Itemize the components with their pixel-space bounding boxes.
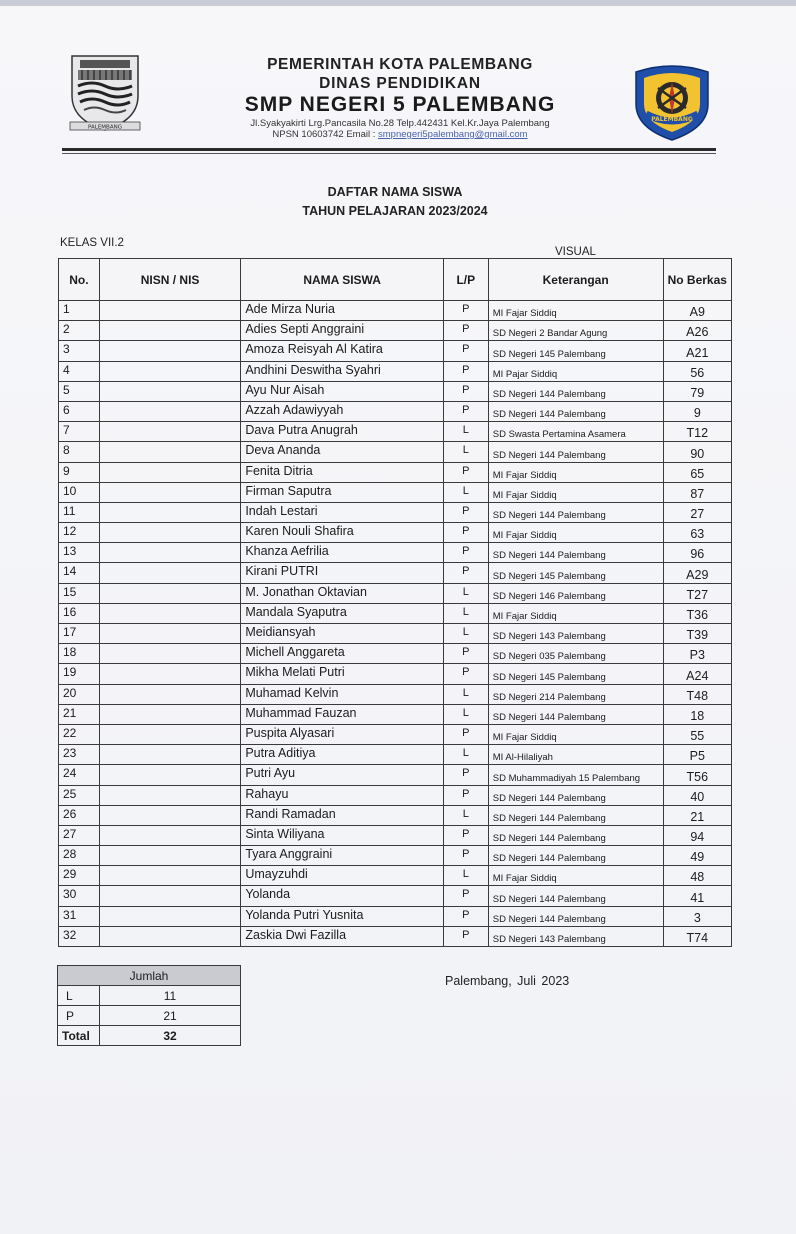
cell-berkas: 87 bbox=[663, 482, 731, 502]
cell-no: 30 bbox=[59, 886, 100, 906]
cell-nama: Amoza Reisyah Al Katira bbox=[241, 341, 444, 361]
cell-lp: P bbox=[443, 846, 488, 866]
title-line-2: TAHUN PELAJARAN 2023/2024 bbox=[302, 204, 488, 218]
cell-berkas: T56 bbox=[663, 765, 731, 785]
header-keterangan: Keterangan bbox=[488, 259, 663, 301]
cell-nisn bbox=[99, 846, 240, 866]
cell-lp: L bbox=[443, 482, 488, 502]
cell-no: 9 bbox=[59, 462, 100, 482]
cell-keterangan: SD Negeri 035 Palembang bbox=[488, 644, 663, 664]
cell-nisn bbox=[99, 583, 240, 603]
cell-no: 31 bbox=[59, 906, 100, 926]
government-name: PEMERINTAH KOTA PALEMBANG bbox=[267, 56, 533, 73]
cell-nisn bbox=[99, 825, 240, 845]
cell-keterangan: SD Negeri 144 Palembang bbox=[488, 704, 663, 724]
cell-berkas: 94 bbox=[663, 825, 731, 845]
class-label: KELAS VII.2 bbox=[60, 237, 124, 249]
cell-nisn bbox=[99, 684, 240, 704]
table-row bbox=[59, 502, 732, 522]
cell-berkas: 27 bbox=[663, 502, 731, 522]
cell-nama: Indah Lestari bbox=[241, 502, 444, 522]
header-no: No. bbox=[59, 259, 100, 301]
cell-nama: Adies Septi Anggraini bbox=[241, 321, 444, 341]
cell-keterangan: MI Fajar Siddiq bbox=[488, 523, 663, 543]
cell-no: 19 bbox=[59, 664, 100, 684]
table-row bbox=[59, 442, 732, 462]
cell-nisn bbox=[99, 906, 240, 926]
visual-label: VISUAL bbox=[555, 246, 596, 258]
cell-keterangan: MI Pajar Siddiq bbox=[488, 361, 663, 381]
cell-lp: P bbox=[443, 926, 488, 946]
cell-lp: L bbox=[443, 866, 488, 886]
letterhead bbox=[190, 56, 610, 140]
school-email-link[interactable]: smpnegeri5palembang@gmail.com bbox=[378, 129, 528, 140]
cell-lp: P bbox=[443, 886, 488, 906]
cell-berkas: 18 bbox=[663, 704, 731, 724]
cell-lp: L bbox=[443, 603, 488, 623]
cell-keterangan: SD Negeri 144 Palembang bbox=[488, 381, 663, 401]
cell-lp: P bbox=[443, 765, 488, 785]
cell-lp: P bbox=[443, 502, 488, 522]
cell-nama: Rahayu bbox=[241, 785, 444, 805]
cell-keterangan: SD Negeri 144 Palembang bbox=[488, 401, 663, 421]
npsn-text: NPSN 10603742 Email : bbox=[272, 129, 379, 140]
table-row bbox=[59, 906, 732, 926]
cell-nisn bbox=[99, 765, 240, 785]
cell-nisn bbox=[99, 785, 240, 805]
cell-nisn bbox=[99, 926, 240, 946]
table-row bbox=[59, 543, 732, 563]
cell-no: 24 bbox=[59, 765, 100, 785]
table-row bbox=[59, 361, 732, 381]
cell-lp: P bbox=[443, 523, 488, 543]
cell-berkas: P5 bbox=[663, 745, 731, 765]
cell-no: 10 bbox=[59, 482, 100, 502]
svg-text:PALEMBANG: PALEMBANG bbox=[651, 116, 693, 123]
cell-nisn bbox=[99, 603, 240, 623]
cell-no: 13 bbox=[59, 543, 100, 563]
table-row bbox=[59, 341, 732, 361]
cell-nama: Yolanda Putri Yusnita bbox=[241, 906, 444, 926]
header-nisn: NISN / NIS bbox=[99, 259, 240, 301]
summary-total-label: Total bbox=[58, 1026, 100, 1046]
cell-nama: Karen Nouli Shafira bbox=[241, 523, 444, 543]
document-title bbox=[230, 183, 560, 221]
cell-nisn bbox=[99, 543, 240, 563]
cell-nisn bbox=[99, 401, 240, 421]
cell-lp: P bbox=[443, 724, 488, 744]
cell-nama: Putri Ayu bbox=[241, 765, 444, 785]
table-row bbox=[59, 523, 732, 543]
cell-berkas: A26 bbox=[663, 321, 731, 341]
table-row bbox=[59, 401, 732, 421]
summary-row-l bbox=[58, 986, 241, 1006]
cell-keterangan: SD Muhammadiyah 15 Palembang bbox=[488, 765, 663, 785]
cell-no: 1 bbox=[59, 301, 100, 321]
cell-no: 8 bbox=[59, 442, 100, 462]
page-top-edge bbox=[0, 0, 796, 6]
cell-no: 32 bbox=[59, 926, 100, 946]
cell-lp: P bbox=[443, 321, 488, 341]
cell-nama: Randi Ramadan bbox=[241, 805, 444, 825]
cell-nisn bbox=[99, 422, 240, 442]
header-lp: L/P bbox=[443, 259, 488, 301]
place-date: Palembang, Juli 2023 bbox=[445, 974, 570, 988]
cell-keterangan: SD Negeri 143 Palembang bbox=[488, 926, 663, 946]
cell-nisn bbox=[99, 523, 240, 543]
table-row bbox=[59, 704, 732, 724]
cell-nisn bbox=[99, 724, 240, 744]
cell-lp: P bbox=[443, 664, 488, 684]
cell-berkas: 55 bbox=[663, 724, 731, 744]
cell-keterangan: MI Al-Hilaliyah bbox=[488, 745, 663, 765]
table-row bbox=[59, 886, 732, 906]
school-badge-icon bbox=[628, 58, 716, 142]
cell-berkas: 41 bbox=[663, 886, 731, 906]
table-body bbox=[59, 301, 732, 947]
cell-nama: Muhammad Fauzan bbox=[241, 704, 444, 724]
cell-keterangan: SD Negeri 214 Palembang bbox=[488, 684, 663, 704]
summary-header: Jumlah bbox=[58, 966, 241, 986]
cell-no: 17 bbox=[59, 624, 100, 644]
cell-no: 28 bbox=[59, 846, 100, 866]
cell-keterangan: SD Negeri 144 Palembang bbox=[488, 825, 663, 845]
cell-nama: Khanza Aefrilia bbox=[241, 543, 444, 563]
cell-no: 16 bbox=[59, 603, 100, 623]
header-berkas: No Berkas bbox=[663, 259, 731, 301]
cell-nisn bbox=[99, 563, 240, 583]
cell-no: 4 bbox=[59, 361, 100, 381]
cell-nama: Fenita Ditria bbox=[241, 462, 444, 482]
cell-nisn bbox=[99, 886, 240, 906]
cell-lp: P bbox=[443, 401, 488, 421]
cell-lp: L bbox=[443, 624, 488, 644]
cell-nama: Umayzuhdi bbox=[241, 866, 444, 886]
cell-keterangan: SD Negeri 144 Palembang bbox=[488, 846, 663, 866]
cell-nama: Sinta Wiliyana bbox=[241, 825, 444, 845]
cell-berkas: T48 bbox=[663, 684, 731, 704]
table-row bbox=[59, 846, 732, 866]
cell-lp: P bbox=[443, 906, 488, 926]
cell-berkas: 79 bbox=[663, 381, 731, 401]
cell-no: 22 bbox=[59, 724, 100, 744]
cell-lp: L bbox=[443, 583, 488, 603]
cell-nama: Dava Putra Anugrah bbox=[241, 422, 444, 442]
cell-lp: L bbox=[443, 422, 488, 442]
cell-keterangan: MI Fajar Siddiq bbox=[488, 866, 663, 886]
department-name: DINAS PENDIDIKAN bbox=[319, 75, 481, 92]
cell-no: 18 bbox=[59, 644, 100, 664]
cell-nama: Putra Aditiya bbox=[241, 745, 444, 765]
cell-lp: L bbox=[443, 745, 488, 765]
cell-nisn bbox=[99, 502, 240, 522]
cell-berkas: 49 bbox=[663, 846, 731, 866]
cell-keterangan: SD Negeri 145 Palembang bbox=[488, 341, 663, 361]
school-address: Jl.Syakyakirti Lrg.Pancasila No.28 Telp.442431 Kel.Kr.Jaya Palembang bbox=[250, 118, 550, 129]
table-row bbox=[59, 301, 732, 321]
cell-no: 27 bbox=[59, 825, 100, 845]
cell-berkas: T27 bbox=[663, 583, 731, 603]
cell-berkas: A21 bbox=[663, 341, 731, 361]
title-line-1: DAFTAR NAMA SISWA bbox=[327, 185, 463, 199]
cell-keterangan: MI Fajar Siddiq bbox=[488, 724, 663, 744]
cell-berkas: P3 bbox=[663, 644, 731, 664]
cell-lp: P bbox=[443, 644, 488, 664]
cell-nama: Ayu Nur Aisah bbox=[241, 381, 444, 401]
cell-nama: Yolanda bbox=[241, 886, 444, 906]
summary-l-label: L bbox=[58, 986, 100, 1006]
cell-nisn bbox=[99, 745, 240, 765]
table-row bbox=[59, 381, 732, 401]
table-row bbox=[59, 624, 732, 644]
cell-keterangan: SD Swasta Pertamina Asamera bbox=[488, 422, 663, 442]
cell-berkas: 96 bbox=[663, 543, 731, 563]
cell-berkas: T12 bbox=[663, 422, 731, 442]
cell-lp: P bbox=[443, 563, 488, 583]
cell-berkas: T39 bbox=[663, 624, 731, 644]
table-row bbox=[59, 603, 732, 623]
cell-nama: Tyara Anggraini bbox=[241, 846, 444, 866]
cell-keterangan: SD Negeri 146 Palembang bbox=[488, 583, 663, 603]
cell-no: 12 bbox=[59, 523, 100, 543]
cell-no: 26 bbox=[59, 805, 100, 825]
cell-no: 25 bbox=[59, 785, 100, 805]
cell-lp: P bbox=[443, 825, 488, 845]
cell-nisn bbox=[99, 866, 240, 886]
cell-nama: Meidiansyah bbox=[241, 624, 444, 644]
table-row bbox=[59, 563, 732, 583]
table-row bbox=[59, 866, 732, 886]
summary-l-value: 11 bbox=[100, 986, 241, 1006]
cell-lp: P bbox=[443, 361, 488, 381]
cell-nisn bbox=[99, 361, 240, 381]
cell-lp: L bbox=[443, 704, 488, 724]
summary-p-label: P bbox=[58, 1006, 100, 1026]
table-row bbox=[59, 482, 732, 502]
cell-berkas: T74 bbox=[663, 926, 731, 946]
cell-berkas: 56 bbox=[663, 361, 731, 381]
cell-berkas: 40 bbox=[663, 785, 731, 805]
cell-berkas: 63 bbox=[663, 523, 731, 543]
cell-lp: P bbox=[443, 341, 488, 361]
cell-nisn bbox=[99, 301, 240, 321]
cell-nama: Ade Mirza Nuria bbox=[241, 301, 444, 321]
cell-no: 29 bbox=[59, 866, 100, 886]
cell-keterangan: SD Negeri 144 Palembang bbox=[488, 886, 663, 906]
summary-header-row bbox=[58, 966, 241, 986]
cell-nisn bbox=[99, 704, 240, 724]
cell-nisn bbox=[99, 482, 240, 502]
cell-nisn bbox=[99, 462, 240, 482]
table-row bbox=[59, 583, 732, 603]
summary-table bbox=[57, 965, 241, 1046]
cell-nama: Deva Ananda bbox=[241, 442, 444, 462]
cell-keterangan: SD Negeri 2 Bandar Agung bbox=[488, 321, 663, 341]
table-row bbox=[59, 785, 732, 805]
cell-keterangan: SD Negeri 144 Palembang bbox=[488, 502, 663, 522]
cell-berkas: A9 bbox=[663, 301, 731, 321]
cell-nisn bbox=[99, 321, 240, 341]
table-row bbox=[59, 422, 732, 442]
cell-lp: P bbox=[443, 381, 488, 401]
student-table bbox=[58, 258, 732, 947]
cell-no: 11 bbox=[59, 502, 100, 522]
cell-keterangan: MI Fajar Siddiq bbox=[488, 301, 663, 321]
cell-nisn bbox=[99, 624, 240, 644]
cell-no: 21 bbox=[59, 704, 100, 724]
cell-nama: Azzah Adawiyyah bbox=[241, 401, 444, 421]
cell-nisn bbox=[99, 341, 240, 361]
cell-nisn bbox=[99, 644, 240, 664]
cell-berkas: A24 bbox=[663, 664, 731, 684]
summary-row-total bbox=[58, 1026, 241, 1046]
cell-lp: L bbox=[443, 442, 488, 462]
cell-nama: Mikha Melati Putri bbox=[241, 664, 444, 684]
table-row bbox=[59, 684, 732, 704]
cell-berkas: 3 bbox=[663, 906, 731, 926]
cell-lp: P bbox=[443, 462, 488, 482]
cell-keterangan: MI Fajar Siddiq bbox=[488, 603, 663, 623]
table-row bbox=[59, 926, 732, 946]
cell-nama: Muhamad Kelvin bbox=[241, 684, 444, 704]
cell-berkas: 48 bbox=[663, 866, 731, 886]
cell-keterangan: SD Negeri 144 Palembang bbox=[488, 785, 663, 805]
cell-keterangan: SD Negeri 144 Palembang bbox=[488, 805, 663, 825]
table-row bbox=[59, 745, 732, 765]
table-row bbox=[59, 765, 732, 785]
table-row bbox=[59, 825, 732, 845]
cell-no: 3 bbox=[59, 341, 100, 361]
cell-nisn bbox=[99, 381, 240, 401]
school-npsn bbox=[190, 129, 610, 140]
cell-keterangan: SD Negeri 144 Palembang bbox=[488, 906, 663, 926]
cell-keterangan: SD Negeri 145 Palembang bbox=[488, 563, 663, 583]
summary-total-value: 32 bbox=[100, 1026, 241, 1046]
cell-nama: Kirani PUTRI bbox=[241, 563, 444, 583]
cell-no: 6 bbox=[59, 401, 100, 421]
city-emblem-icon bbox=[66, 50, 144, 136]
summary-p-value: 21 bbox=[100, 1006, 241, 1026]
cell-keterangan: SD Negeri 144 Palembang bbox=[488, 442, 663, 462]
table-header-row bbox=[59, 259, 732, 301]
cell-keterangan: MI Fajar Siddiq bbox=[488, 482, 663, 502]
cell-berkas: T36 bbox=[663, 603, 731, 623]
cell-keterangan: SD Negeri 144 Palembang bbox=[488, 543, 663, 563]
school-name: SMP NEGERI 5 PALEMBANG bbox=[244, 93, 556, 116]
header-nama: NAMA SISWA bbox=[241, 259, 444, 301]
cell-berkas: 90 bbox=[663, 442, 731, 462]
cell-no: 23 bbox=[59, 745, 100, 765]
cell-nisn bbox=[99, 664, 240, 684]
cell-lp: P bbox=[443, 785, 488, 805]
cell-nama: M. Jonathan Oktavian bbox=[241, 583, 444, 603]
cell-nama: Michell Anggareta bbox=[241, 644, 444, 664]
table-row bbox=[59, 462, 732, 482]
cell-lp: L bbox=[443, 684, 488, 704]
cell-nama: Mandala Syaputra bbox=[241, 603, 444, 623]
letterhead-rule-thin bbox=[62, 153, 716, 154]
cell-nisn bbox=[99, 805, 240, 825]
table-row bbox=[59, 805, 732, 825]
cell-no: 15 bbox=[59, 583, 100, 603]
cell-nama: Puspita Alyasari bbox=[241, 724, 444, 744]
cell-nama: Zaskia Dwi Fazilla bbox=[241, 926, 444, 946]
summary-row-p bbox=[58, 1006, 241, 1026]
cell-no: 5 bbox=[59, 381, 100, 401]
table-row bbox=[59, 724, 732, 744]
table-row bbox=[59, 644, 732, 664]
svg-text:PALEMBANG: PALEMBANG bbox=[88, 124, 122, 131]
cell-berkas: A29 bbox=[663, 563, 731, 583]
cell-no: 14 bbox=[59, 563, 100, 583]
cell-no: 2 bbox=[59, 321, 100, 341]
table-row bbox=[59, 321, 732, 341]
cell-keterangan: SD Negeri 143 Palembang bbox=[488, 624, 663, 644]
cell-nama: Andhini Deswitha Syahri bbox=[241, 361, 444, 381]
cell-keterangan: MI Fajar Siddiq bbox=[488, 462, 663, 482]
cell-berkas: 9 bbox=[663, 401, 731, 421]
cell-berkas: 21 bbox=[663, 805, 731, 825]
table-row bbox=[59, 664, 732, 684]
cell-nama: Firman Saputra bbox=[241, 482, 444, 502]
cell-no: 7 bbox=[59, 422, 100, 442]
cell-lp: P bbox=[443, 543, 488, 563]
cell-berkas: 65 bbox=[663, 462, 731, 482]
cell-lp: P bbox=[443, 301, 488, 321]
cell-lp: L bbox=[443, 805, 488, 825]
cell-nisn bbox=[99, 442, 240, 462]
cell-no: 20 bbox=[59, 684, 100, 704]
letterhead-rule-thick bbox=[62, 148, 716, 151]
cell-keterangan: SD Negeri 145 Palembang bbox=[488, 664, 663, 684]
